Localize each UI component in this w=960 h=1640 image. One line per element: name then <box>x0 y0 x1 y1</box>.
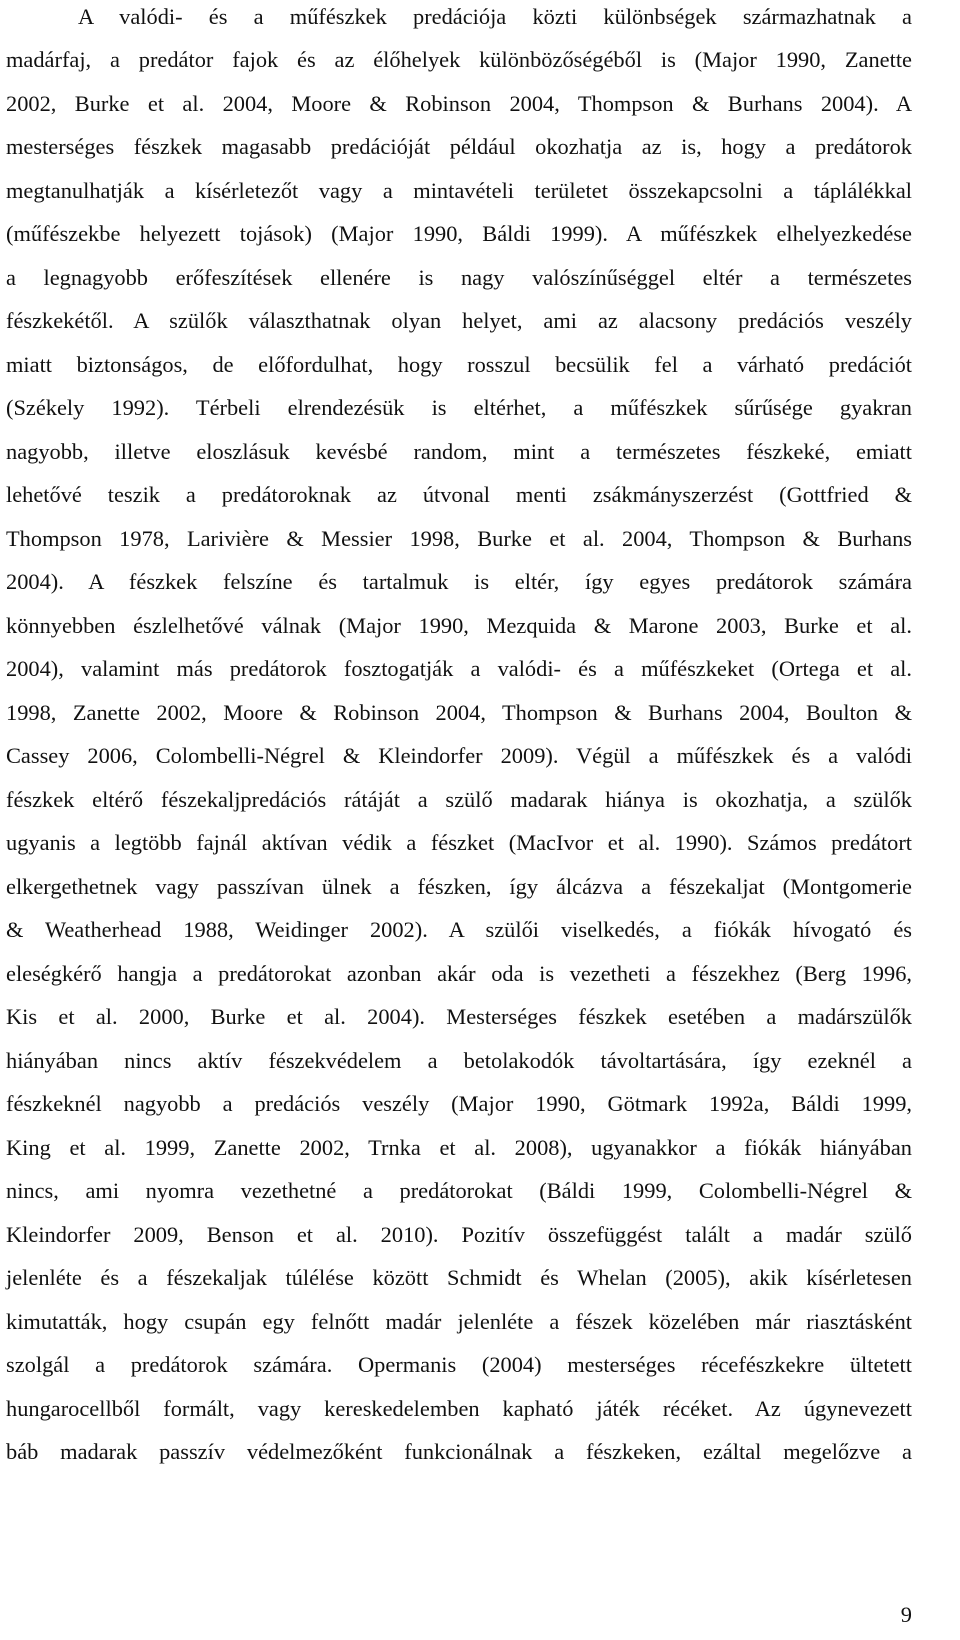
text-line: & Weatherhead 1988, Weidinger 2002). A szülői viselkedés, a fiókák hívogató és <box>6 917 912 942</box>
text-line: eleségkérő hangja a predátorokat azonban akár oda is vezetheti a fészekhez (Berg 1996, <box>6 961 912 986</box>
text-line: fészkeknél nagyobb a predációs veszély (Major 1990, Götmark 1992a, Báldi 1999, <box>6 1091 912 1116</box>
text-line: könnyebben észlelhetővé válnak (Major 1990, Mezquida & Marone 2003, Burke et al. <box>6 613 912 638</box>
text-line: nagyobb, illetve eloszlásuk kevésbé random, mint a természetes fészkeké, emiatt <box>6 439 912 464</box>
text-line: ugyanis a legtöbb fajnál aktívan védik a fészket (MacIvor et al. 1990). Számos predátort <box>6 830 912 855</box>
text-line: 1998, Zanette 2002, Moore & Robinson 2004, Thompson & Burhans 2004, Boulton & <box>6 700 912 725</box>
text-line: fészkek eltérő fészekaljpredációs rátáját a szülő madarak hiánya is okozhatja, a szülők <box>6 787 912 812</box>
text-line: elkergethetnek vagy passzívan ülnek a fészken, így álcázva a fészekaljat (Montgomerie <box>6 874 912 899</box>
text-line: (műfészekbe helyezett tojások) (Major 1990, Báldi 1999). A műfészkek elhelyezkedése <box>6 221 912 246</box>
text-line: King et al. 1999, Zanette 2002, Trnka et al. 2008), ugyanakkor a fiókák hiányában <box>6 1135 912 1160</box>
text-line: 2004), valamint más predátorok fosztogatják a valódi- és a műfészkeket (Ortega et al. <box>6 656 912 681</box>
document-page <box>6 0 912 1640</box>
text-line: nincs, ami nyomra vezethetné a predátorokat (Báldi 1999, Colombelli-Négrel & <box>6 1178 912 1203</box>
text-line: a legnagyobb erőfeszítések ellenére is nagy valószínűséggel eltér a természetes <box>6 265 912 290</box>
text-line: hiányában nincs aktív fészekvédelem a betolakodók távoltartására, így ezeknél a <box>6 1048 912 1073</box>
text-line: hungarocellből formált, vagy kereskedelemben kapható játék récéket. Az úgynevezett <box>6 1396 912 1421</box>
text-line: báb madarak passzív védelmezőként funkcionálnak a fészkeken, ezáltal megelőzve a <box>6 1439 912 1464</box>
text-line: jelenléte és a fészekaljak túlélése között Schmidt és Whelan (2005), akik kísérletesen <box>6 1265 912 1290</box>
page-number: 9 <box>900 1602 912 1627</box>
text-line: lehetővé teszik a predátoroknak az útvonal menti zsákmányszerzést (Gottfried & <box>6 482 912 507</box>
text-line: miatt biztonságos, de előfordulhat, hogy rosszul becsülik fel a várható predációt <box>6 352 912 377</box>
text-line: madárfaj, a predátor fajok és az élőhelyek különbözőségéből is (Major 1990, Zanette <box>6 47 912 72</box>
text-line: Kis et al. 2000, Burke et al. 2004). Mesterséges fészkek esetében a madárszülők <box>6 1004 912 1029</box>
text-line: kimutatták, hogy csupán egy felnőtt madár jelenléte a fészek közelében már riasztásként <box>6 1309 912 1334</box>
text-line: megtanulhatják a kísérletezőt vagy a mintavételi területet összekapcsolni a táplálékkal <box>6 178 912 203</box>
text-line: Thompson 1978, Larivière & Messier 1998, Burke et al. 2004, Thompson & Burhans <box>6 526 912 551</box>
text-line: (Székely 1992). Térbeli elrendezésük is eltérhet, a műfészkek sűrűsége gyakran <box>6 395 912 420</box>
text-line: Cassey 2006, Colombelli-Négrel & Kleindorfer 2009). Végül a műfészkek és a valódi <box>6 743 912 768</box>
text-line: mesterséges fészkek magasabb predációját például okozhatja az is, hogy a predátorok <box>6 134 912 159</box>
text-line: A valódi- és a műfészkek predációja közti különbségek származhatnak a <box>78 4 912 29</box>
text-line: fészkekétől. A szülők választhatnak olyan helyet, ami az alacsony predációs veszély <box>6 308 912 333</box>
text-line: szolgál a predátorok számára. Opermanis (2004) mesterséges récefészkekre ültetett <box>6 1352 912 1377</box>
text-line: Kleindorfer 2009, Benson et al. 2010). Pozitív összefüggést talált a madár szülő <box>6 1222 912 1247</box>
text-line: 2004). A fészkek felszíne és tartalmuk is eltér, így egyes predátorok számára <box>6 569 912 594</box>
text-line: 2002, Burke et al. 2004, Moore & Robinson 2004, Thompson & Burhans 2004). A <box>6 91 912 116</box>
